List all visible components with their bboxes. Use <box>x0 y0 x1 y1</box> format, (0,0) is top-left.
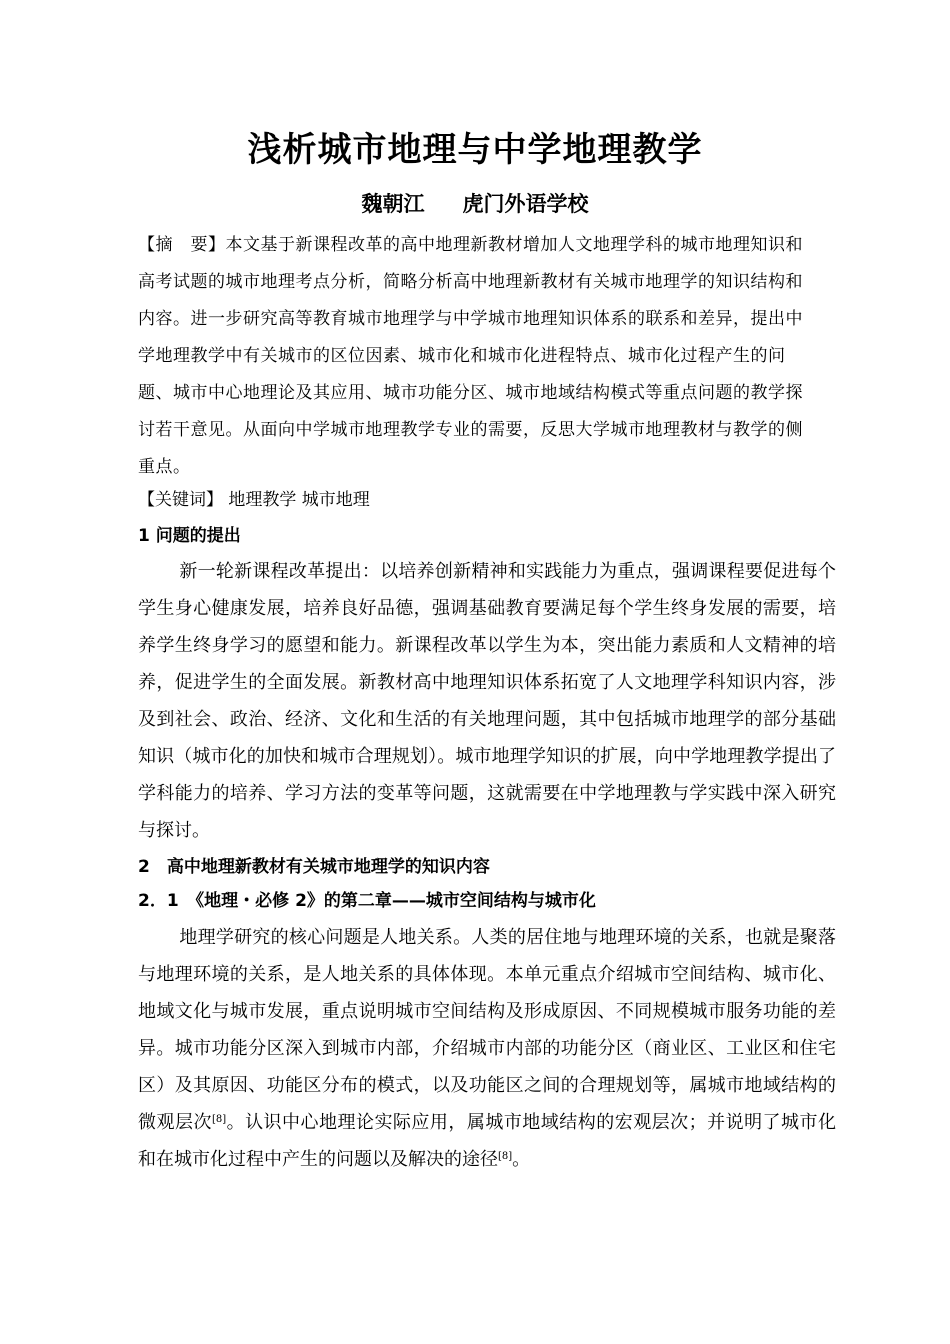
abstract-text: 本文基于新课程改革的高中地理新教材增加人文地理学科的城市地理知识和高考试题的城市地理考点分析，简略分析高中地理新教材有关城市地理学的知识结构和内容。进一步研究高等教育城市地理学与中学城市地理知识体系的联系和差异，提出中学地理教学中有关城市的区位因素、城市化和城市化进程特点、城市化过程产生的问题、城市中心地理论及其应用、城市功能分区、城市地域结构模式等重点问题的教学探讨若干意见。从面向中学城市地理教学专业的需要，反思大学城市地理教材与教学的侧重点。 <box>138 235 803 477</box>
author-school: 虎门外语学校 <box>462 191 589 216</box>
keywords-text: 地理教学 城市地理 <box>228 490 370 510</box>
citation-ref: [8] <box>211 1114 227 1125</box>
section-1-paragraph: 新一轮新课程改革提出：以培养创新精神和实践能力为重点，强调课程要促进每个学生身心健康发展，培养良好品德，强调基础教育要满足每个学生终身发展的需要，培养学生终身学习的愿望和能力。新课程改革以学生为本，突出能力素质和人文精神的培养，促进学生的全面发展。新教材高中地理知识体系拓宽了人文地理学科知识内容，涉及到社会、政治、经济、文化和生活的有关地理问题，其中包括城市地理学的部分基础知识（城市化的加快和城市合理规划）。城市地理学知识的扩展，向中学地理教学提出了学科能力的培养、学习方法的变革等问题，这就需要在中学地理教与学实践中深入研究与探讨。 <box>138 561 836 841</box>
section-2-1-paragraph <box>138 919 836 1178</box>
section-1-body <box>138 553 836 849</box>
author-line <box>0 186 950 222</box>
keywords-block <box>138 485 818 515</box>
paragraph-text-part-2: 。认识中心地理论实际应用，属城市地域结构的宏观层次；并说明了城市化和在城市化过程中产生的问题以及解决的途径 <box>138 1112 837 1170</box>
paper-title: 浅析城市地理与中学地理教学 <box>247 130 703 170</box>
section-2-1-heading: 2．1 《地理・必修 2》的第二章——城市空间结构与城市化 <box>138 891 596 911</box>
citation-ref: [8] <box>498 1151 513 1162</box>
abstract-block <box>138 227 818 486</box>
section-2-heading: 2 高中地理新教材有关城市地理学的知识内容 <box>138 857 490 877</box>
author-name: 魏朝江 <box>361 191 425 216</box>
paragraph-text-part-3: 。 <box>512 1149 531 1170</box>
abstract-label: 【摘 要】 <box>138 235 226 255</box>
section-1-heading: 1 问题的提出 <box>138 526 241 546</box>
keywords-label: 【关键词】 <box>138 490 223 510</box>
paragraph-text-part-1: 地理学研究的核心问题是人地关系。人类的居住地与地理环境的关系，也就是聚落与地理环境的关系，是人地关系的具体体现。本单元重点介绍城市空间结构、城市化、地域文化与城市发展，重点说明城市空间结构及形成原因、不同规模城市服务功能的差异。城市功能分区深入到城市内部，介绍城市内部的功能分区（商业区、工业区和住宅区）及其原因、功能区分布的模式，以及功能区之间的合理规划等，属城市地域结构的微观层次 <box>138 927 836 1133</box>
section-2-1-body <box>138 919 836 1178</box>
